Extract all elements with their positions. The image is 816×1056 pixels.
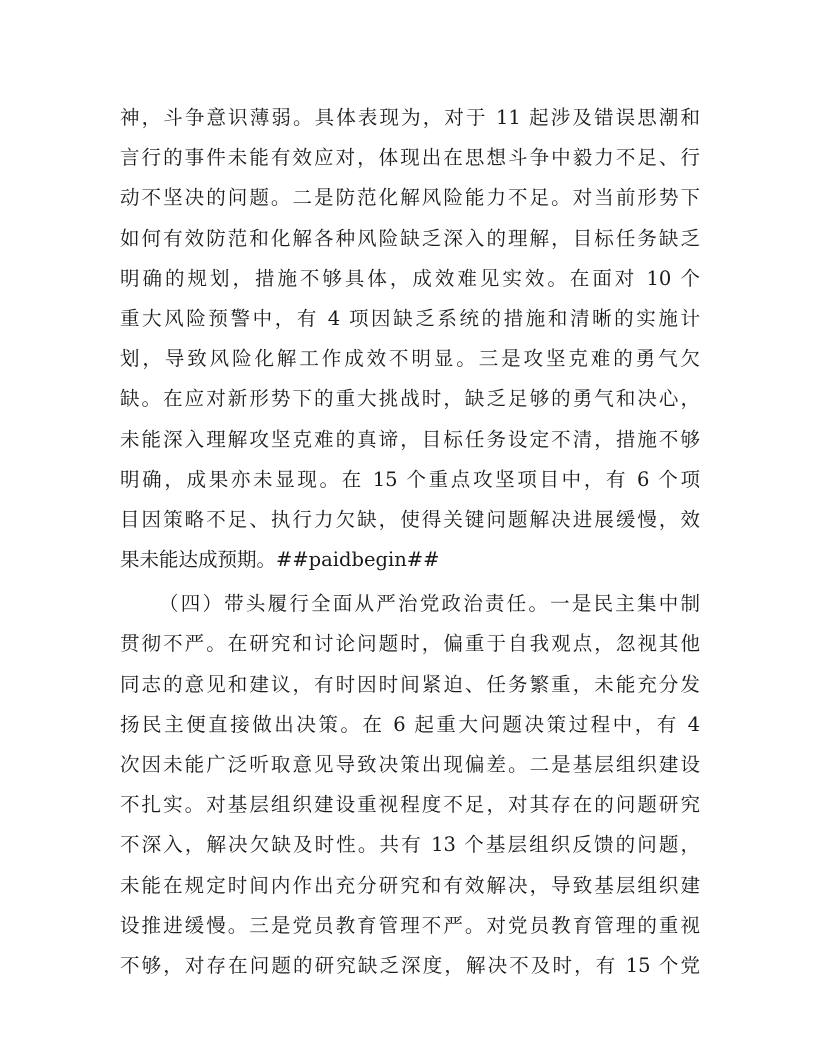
paragraph-line: 不深入，解决欠缺及时性。共有 13 个基层组织反馈的问题，: [120, 833, 700, 857]
paragraph-line: 言行的事件未能有效应对，体现出在思想斗争中毅力不足、行: [120, 146, 700, 170]
paragraph-line: 果未能达成预期。##paidbegin##: [120, 548, 440, 572]
paragraph-2: [120, 584, 700, 986]
paragraph-line: 未能在规定时间内作出充分研究和有效解决，导致基层组织建: [120, 873, 700, 897]
paragraph-1: [120, 98, 700, 580]
paragraph-line: 设推进缓慢。三是党员教育管理不严。对党员教育管理的重视: [120, 913, 700, 937]
paragraph-line: 重大风险预警中，有 4 项因缺乏系统的措施和清晰的实施计: [120, 306, 700, 330]
paragraph-line: 缺。在应对新形势下的重大挑战时，缺乏足够的勇气和决心，: [120, 387, 700, 411]
paragraph-line: 神，斗争意识薄弱。具体表现为，对于 11 起涉及错误思潮和: [120, 106, 700, 129]
paragraph-line: 次因未能广泛听取意见导致决策出现偏差。二是基层组织建设: [120, 753, 700, 776]
paragraph-line: 划，导致风险化解工作成效不明显。三是攻坚克难的勇气欠: [120, 347, 700, 371]
paragraph-line: 如何有效防范和化解各种风险缺乏深入的理解，目标任务缺乏: [120, 226, 700, 250]
paragraph-line: 动不坚决的问题。二是防范化解风险能力不足。对当前形势下: [120, 186, 700, 210]
paragraph-line: （四）带头履行全面从严治党政治责任。一是民主集中制: [159, 592, 700, 616]
paragraph-line: 同志的意见和建议，有时因时间紧迫、任务繁重，未能充分发: [120, 672, 700, 696]
paragraph-line: 不扎实。对基层组织建设重视程度不足，对其存在的问题研究: [120, 793, 700, 817]
paragraph-line: 不够，对存在问题的研究缺乏深度，解决不及时，有 15 个党: [120, 953, 700, 977]
paragraph-line: 未能深入理解攻坚克难的真谛，目标任务设定不清，措施不够: [120, 427, 700, 451]
body-text: [120, 98, 700, 986]
paragraph-line: 明确，成果亦未显现。在 15 个重点攻坚项目中，有 6 个项: [120, 467, 700, 491]
paragraph-line: 明确的规划，措施不够具体，成效难见实效。在面对 10 个: [120, 266, 700, 290]
paragraph-line: 扬民主便直接做出决策。在 6 起重大问题决策过程中，有 4: [120, 712, 700, 736]
paragraph-line: 目因策略不足、执行力欠缺，使得关键问题解决进展缓慢，效: [120, 507, 700, 531]
paragraph-line: 贯彻不严。在研究和讨论问题时，偏重于自我观点，忽视其他: [120, 632, 700, 656]
